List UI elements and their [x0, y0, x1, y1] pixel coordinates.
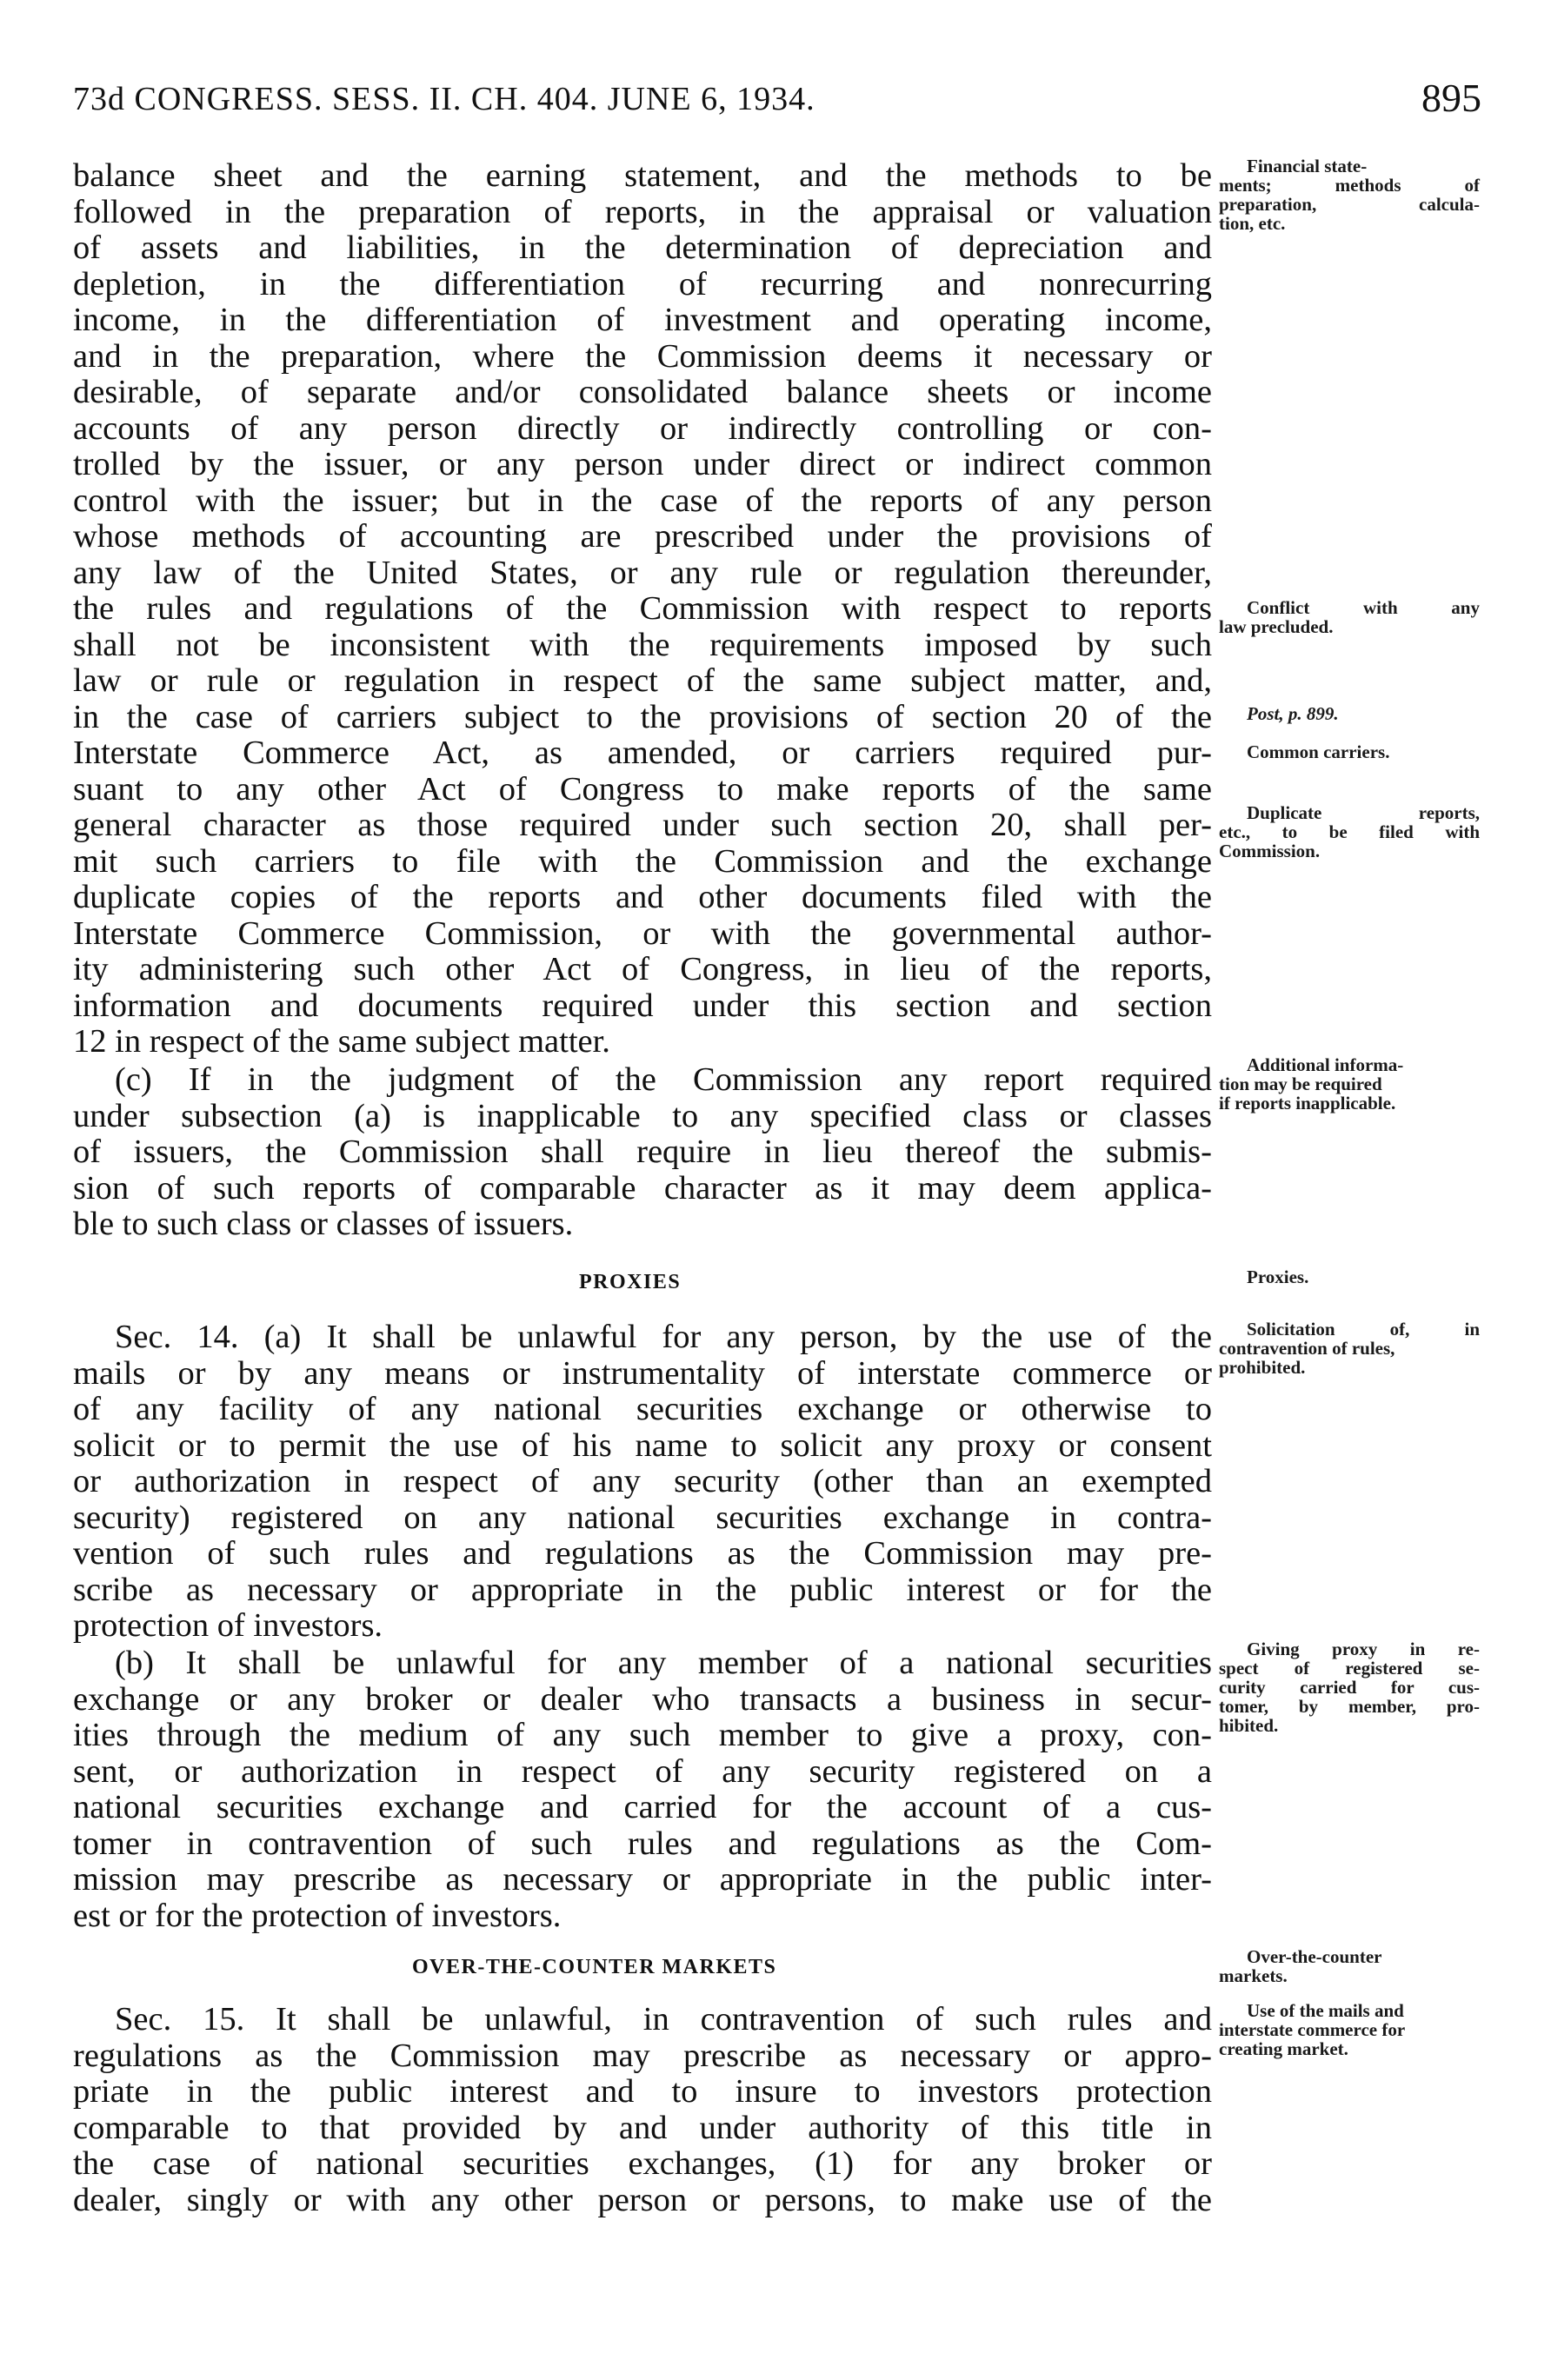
text-line: any law of the United States, or any rule or regulation thereunder, [73, 555, 1212, 591]
text-line: accounts of any person directly or indirectly controlling or con- [73, 410, 1212, 447]
margin-note-line: Over-the-counter [1247, 1946, 1382, 1967]
text-line: sent, or authorization in respect of any security registered on a [73, 1753, 1212, 1790]
margin-note-line: Proxies. [1247, 1266, 1309, 1287]
text-line: ities through the medium of any such member to give a proxy, con- [73, 1718, 1212, 1753]
margin-note-line: if reports inapplicable. [1219, 1093, 1396, 1114]
paragraph-financial-statements [73, 158, 1212, 1060]
text-line: control with the issuer; but in the case of the reports of any person [73, 482, 1212, 519]
margin-note-proxies [1219, 1267, 1480, 1286]
margin-note-additional-information [1219, 1055, 1480, 1113]
text-line: vention of such rules and regulations as the Commission may pre- [73, 1536, 1212, 1572]
margin-note-line: ments; methods of [1219, 175, 1480, 196]
text-line: balance sheet and the earning statement, and the methods to be [73, 158, 1212, 194]
text-line: Interstate Commerce Act, as amended, or carriers required pur- [73, 735, 1212, 771]
text-line: of issuers, the Commission shall require in lieu thereof the submis- [73, 1134, 1212, 1170]
text-line: trolled by the issuer, or any person under direct or indirect common [73, 447, 1212, 482]
heading-proxies: PROXIES [579, 1271, 682, 1293]
margin-note-line: Financial state- [1247, 156, 1368, 176]
text-line: (b) It shall be unlawful for any member of a national securities [115, 1645, 1212, 1681]
text-line: desirable, of separate and/or consolidated balance sheets or income [73, 375, 1212, 410]
paragraph-sec-15 [73, 2002, 1212, 2218]
heading-over-the-counter-markets: OVER-THE-COUNTER MARKETS [412, 1956, 777, 1978]
margin-note-line: tomer, by member, pro- [1219, 1696, 1480, 1717]
page-number: 895 [1421, 76, 1481, 120]
margin-note-line: Solicitation of, in [1247, 1319, 1480, 1340]
text-line: depletion, in the differentiation of recurring and nonrecurring [73, 266, 1212, 302]
text-line: the case of national securities exchanges, (1) for any broker or [73, 2146, 1212, 2182]
margin-note-line: Post, p. 899. [1247, 703, 1339, 724]
text-line: (c) If in the judgment of the Commission any report required [115, 1062, 1212, 1098]
text-line: suant to any other Act of Congress to make reports of the same [73, 771, 1212, 808]
text-line: comparable to that provided by and under authority of this title in [73, 2110, 1212, 2146]
margin-note-use-of-mails [1219, 2001, 1480, 2058]
margin-note-line: Conflict with any [1247, 597, 1480, 618]
margin-note-duplicate-reports [1219, 803, 1480, 861]
margin-note-line: contravention of rules, [1219, 1338, 1395, 1359]
text-line: mit such carriers to file with the Commission and the exchange [73, 843, 1212, 880]
text-line: sion of such reports of comparable character as it may deem applica- [73, 1170, 1212, 1207]
text-line: protection of investors. [73, 1608, 383, 1644]
margin-note-line: markets. [1219, 1965, 1288, 1986]
margin-note-line: Use of the mails and [1247, 2000, 1404, 2021]
text-line: Sec. 15. It shall be unlawful, in contravention of such rules and [115, 2002, 1212, 2038]
text-line: law or rule or regulation in respect of the same subject matter, and, [73, 663, 1212, 699]
margin-note-line: preparation, calcula- [1219, 194, 1480, 215]
text-line: whose methods of accounting are prescribed under the provisions of [73, 519, 1212, 555]
paragraph-sec-14-a [73, 1320, 1212, 1645]
margin-note-line: Additional informa- [1247, 1054, 1404, 1075]
text-line: ity administering such other Act of Congress, in lieu of the reports, [73, 952, 1212, 987]
margin-note-line: tion may be required [1219, 1074, 1382, 1094]
margin-note-solicitation [1219, 1320, 1480, 1377]
paragraph-subsection-c [73, 1062, 1212, 1243]
text-line: under subsection (a) is inapplicable to any specified class or classes [73, 1098, 1212, 1134]
margin-note-line: prohibited. [1219, 1357, 1306, 1378]
margin-note-line: Duplicate reports, [1247, 802, 1480, 823]
text-line: exchange or any broker or dealer who transacts a business in secur- [73, 1681, 1212, 1718]
text-line: of any facility of any national securities exchange or otherwise to [73, 1392, 1212, 1427]
text-line: the rules and regulations of the Commission with respect to reports [73, 591, 1212, 627]
margin-note-line: tion, etc. [1219, 213, 1286, 234]
text-line: est or for the protection of investors. [73, 1898, 562, 1934]
page-header [73, 76, 1481, 132]
margin-note-giving-proxy [1219, 1639, 1480, 1735]
text-line: of assets and liabilities, in the determination of depreciation and [73, 230, 1212, 266]
text-line: information and documents required under this section and section [73, 987, 1212, 1024]
margin-note-financial-statements [1219, 156, 1480, 233]
text-line: or authorization in respect of any security (other than an exempted [73, 1464, 1212, 1499]
margin-note-line: interstate commerce for [1219, 2019, 1406, 2040]
text-line: Sec. 14. (a) It shall be unlawful for any person, by the use of the [115, 1320, 1212, 1355]
margin-note-line: Giving proxy in re- [1247, 1639, 1480, 1659]
margin-note-post-reference [1219, 704, 1480, 723]
text-line: 12 in respect of the same subject matter. [73, 1024, 610, 1060]
margin-note-line: hibited. [1219, 1715, 1279, 1736]
running-title: 73d CONGRESS. SESS. II. CH. 404. JUNE 6, 1934. [73, 81, 815, 117]
paragraph-sec-14-b [73, 1645, 1212, 1934]
margin-note-line: Commission. [1219, 841, 1321, 861]
text-line: income, in the differentiation of investment and operating income, [73, 302, 1212, 338]
margin-note-line: Common carriers. [1247, 741, 1390, 762]
text-line: followed in the preparation of reports, in the appraisal or valuation [73, 194, 1212, 230]
margin-note-line: law precluded. [1219, 616, 1334, 637]
text-line: solicit or to permit the use of his name to solicit any proxy or consent [73, 1427, 1212, 1464]
text-line: national securities exchange and carried for the account of a cus- [73, 1790, 1212, 1825]
text-line: duplicate copies of the reports and other documents filed with the [73, 880, 1212, 915]
margin-note-line: spect of registered se- [1219, 1658, 1480, 1679]
text-line: priate in the public interest and to insure to investors protection [73, 2074, 1212, 2110]
margin-note-common-carriers [1219, 742, 1480, 761]
text-line: tomer in contravention of such rules and regulations as the Com- [73, 1825, 1212, 1862]
text-line: dealer, singly or with any other person or persons, to make use of the [73, 2182, 1212, 2218]
text-line: mails or by any means or instrumentality of interstate commerce or [73, 1355, 1212, 1392]
text-line: shall not be inconsistent with the requirements imposed by such [73, 627, 1212, 663]
margin-note-conflict [1219, 598, 1480, 636]
text-line: security) registered on any national securities exchange in contra- [73, 1499, 1212, 1536]
text-line: regulations as the Commission may prescribe as necessary or appro- [73, 2038, 1212, 2074]
text-line: and in the preparation, where the Commission deems it necessary or [73, 338, 1212, 375]
margin-note-line: creating market. [1219, 2038, 1348, 2059]
text-line: ble to such class or classes of issuers. [73, 1207, 574, 1242]
margin-note-over-the-counter [1219, 1947, 1480, 1985]
margin-note-line: curity carried for cus- [1219, 1677, 1480, 1698]
text-line: mission may prescribe as necessary or appropriate in the public inter- [73, 1862, 1212, 1898]
margin-note-line: etc., to be filed with [1219, 821, 1480, 842]
text-line: Interstate Commerce Commission, or with the governmental author- [73, 915, 1212, 952]
text-line: general character as those required under such section 20, shall per- [73, 808, 1212, 843]
text-line: in the case of carriers subject to the provisions of section 20 of the [73, 699, 1212, 735]
text-line: scribe as necessary or appropriate in the public interest or for the [73, 1572, 1212, 1608]
